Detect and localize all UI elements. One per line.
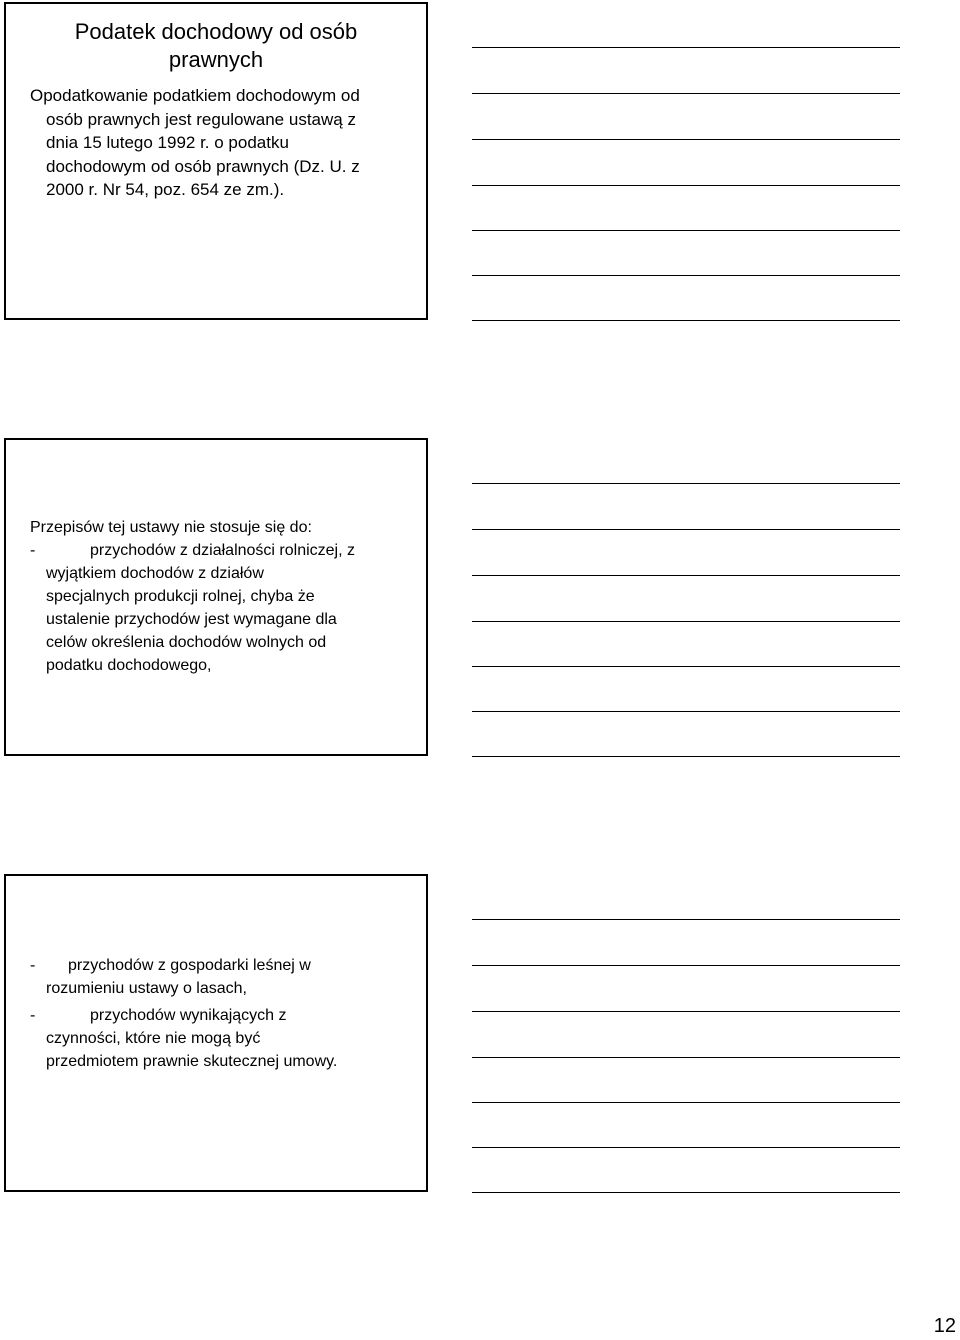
note-line (472, 1192, 900, 1193)
note-line (472, 320, 900, 321)
note-line (472, 711, 900, 712)
note-line (472, 93, 900, 94)
item-marker: - (30, 1007, 36, 1024)
body-line-4: dochodowym od osób prawnych (Dz. U. z (46, 156, 360, 176)
title-line-1: Podatek dochodowy od osób (74, 19, 358, 44)
note-line (472, 666, 900, 667)
body-line-5: 2000 r. Nr 54, poz. 654 ze zm.). (46, 180, 285, 199)
slide-1 (4, 2, 428, 320)
note-line (472, 1057, 900, 1058)
slide-title (6, 18, 426, 74)
title-line-2: prawnych (168, 47, 264, 72)
slide-3 (4, 874, 428, 1192)
note-line (472, 919, 900, 920)
item-line: podatku dochodowego, (46, 657, 212, 674)
item-line: rozumieniu ustawy o lasach, (46, 980, 247, 997)
item-line: czynności, które nie mogą być (46, 1030, 261, 1047)
note-line (472, 185, 900, 186)
item-first-line: przychodów z działalności rolniczej, z (90, 542, 355, 559)
item-line: przedmiotem prawnie skutecznej umowy. (46, 1053, 338, 1070)
body-line-3: dnia 15 lutego 1992 r. o podatku (46, 133, 289, 152)
item-line: wyjątkiem dochodów z działów (46, 565, 264, 582)
note-line (472, 47, 900, 48)
slide-body (30, 84, 426, 202)
slide-body (30, 954, 426, 1073)
item-line: celów określenia dochodów wolnych od (46, 634, 327, 651)
body-line-1: Opodatkowanie podatkiem dochodowym od (30, 86, 360, 105)
note-line (472, 1147, 900, 1148)
list-item (30, 954, 426, 977)
note-line (472, 1102, 900, 1103)
item-first-line: przychodów wynikających z (90, 1007, 287, 1024)
item-marker: - (30, 957, 36, 974)
note-line (472, 756, 900, 757)
note-line (472, 965, 900, 966)
list-item (30, 1004, 426, 1027)
item-marker: - (30, 542, 36, 559)
item-line: ustalenie przychodów jest wymagane dla (46, 611, 337, 628)
slide-body (30, 516, 426, 677)
item-first-line: przychodów z gospodarki leśnej w (68, 957, 311, 974)
note-line (472, 575, 900, 576)
body-line-2: osób prawnych jest regulowane ustawą z (46, 109, 356, 129)
item-line: specjalnych produkcji rolnej, chyba że (46, 588, 315, 605)
note-line (472, 529, 900, 530)
note-line (472, 621, 900, 622)
slide-2 (4, 438, 428, 756)
list-item (30, 539, 426, 562)
note-line (472, 139, 900, 140)
note-line (472, 275, 900, 276)
slide-heading: Przepisów tej ustawy nie stosuje się do: (30, 519, 312, 536)
note-line (472, 483, 900, 484)
note-line (472, 230, 900, 231)
note-line (472, 1011, 900, 1012)
page-number: 12 (933, 1315, 956, 1337)
